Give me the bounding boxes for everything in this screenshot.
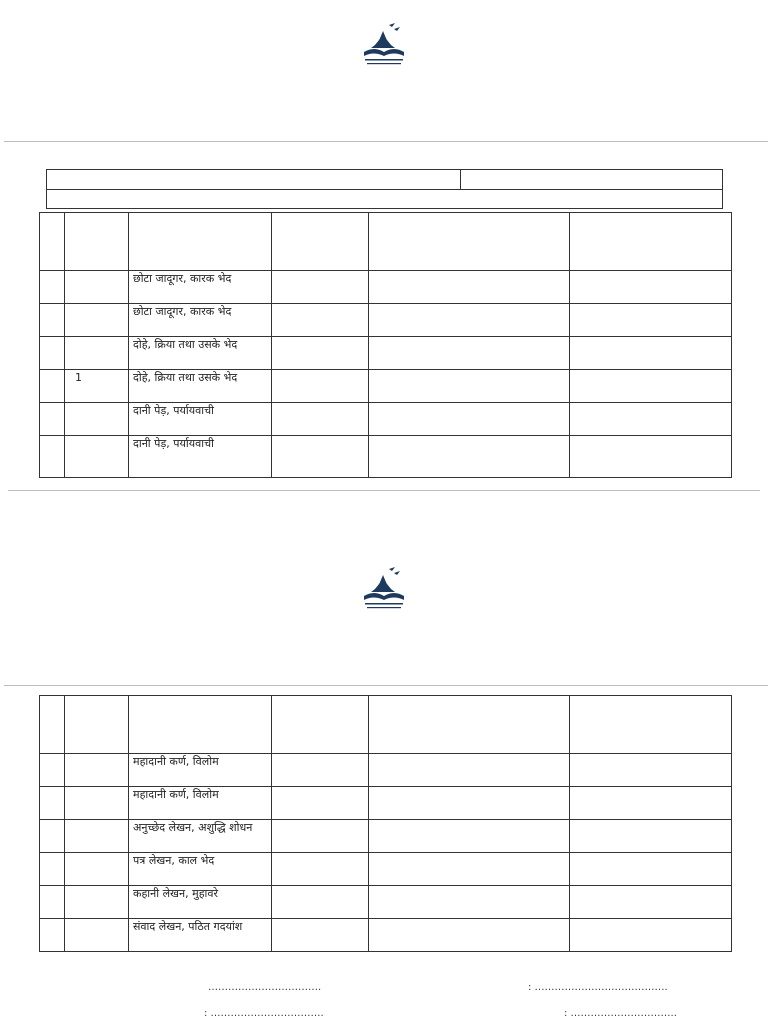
row-number xyxy=(65,304,129,337)
row-topic: छोटा जादूगर, कारक भेद xyxy=(129,271,272,304)
table-row xyxy=(40,436,732,478)
row-topic: छोटा जादूगर, कारक भेद xyxy=(129,304,272,337)
table-row xyxy=(40,853,732,886)
row-number xyxy=(65,853,129,886)
table-row xyxy=(40,403,732,436)
row-number xyxy=(65,337,129,370)
table-row xyxy=(40,886,732,919)
row-topic: दानी पेड़, पर्यायवाची xyxy=(129,436,272,478)
table-row xyxy=(40,820,732,853)
signature-line-left-bottom: : ……………………………. xyxy=(204,1008,324,1019)
row-topic: महादानी कर्ण, विलोम xyxy=(129,754,272,787)
table-row xyxy=(40,370,732,403)
header-divider xyxy=(4,141,768,142)
schedule-table-2 xyxy=(39,695,732,952)
table-row xyxy=(40,304,732,337)
row-number xyxy=(65,754,129,787)
table-row xyxy=(40,271,732,304)
table-row xyxy=(40,787,732,820)
signature-line-left-top: ……………………………. xyxy=(208,982,322,993)
row-topic: दोहे, क्रिया तथा उसके भेद xyxy=(129,370,272,403)
signature-line-right-bottom: : ………………………….. xyxy=(564,1008,677,1019)
row-number xyxy=(65,403,129,436)
info-header-box xyxy=(46,169,723,209)
schedule-table-1 xyxy=(39,212,732,478)
school-logo-icon xyxy=(359,22,409,68)
row-topic: दानी पेड़, पर्यायवाची xyxy=(129,403,272,436)
school-logo-icon xyxy=(359,566,409,612)
table-header-row xyxy=(40,213,732,271)
info-header-row xyxy=(47,170,722,190)
row-topic: दोहे, क्रिया तथा उसके भेद xyxy=(129,337,272,370)
row-number xyxy=(65,919,129,952)
table-row xyxy=(40,337,732,370)
header-divider xyxy=(4,685,768,686)
row-topic: अनुच्छेद लेखन, अशुद्धि शोधन xyxy=(129,820,272,853)
row-number xyxy=(65,886,129,919)
row-number: 1 xyxy=(65,370,129,403)
row-topic: कहानी लेखन, मुहावरे xyxy=(129,886,272,919)
table-row xyxy=(40,919,732,952)
table-row xyxy=(40,754,732,787)
row-number xyxy=(65,787,129,820)
row-topic: महादानी कर्ण, विलोम xyxy=(129,787,272,820)
row-number xyxy=(65,820,129,853)
table-header-row xyxy=(40,696,732,754)
info-header-divider xyxy=(460,170,461,190)
row-number xyxy=(65,436,129,478)
row-topic: पत्र लेखन, काल भेद xyxy=(129,853,272,886)
row-topic: संवाद लेखन, पठित गदयांश xyxy=(129,919,272,952)
row-number xyxy=(65,271,129,304)
signature-line-right-top: : …………………………………. xyxy=(528,982,668,993)
page-break-divider xyxy=(8,490,760,491)
